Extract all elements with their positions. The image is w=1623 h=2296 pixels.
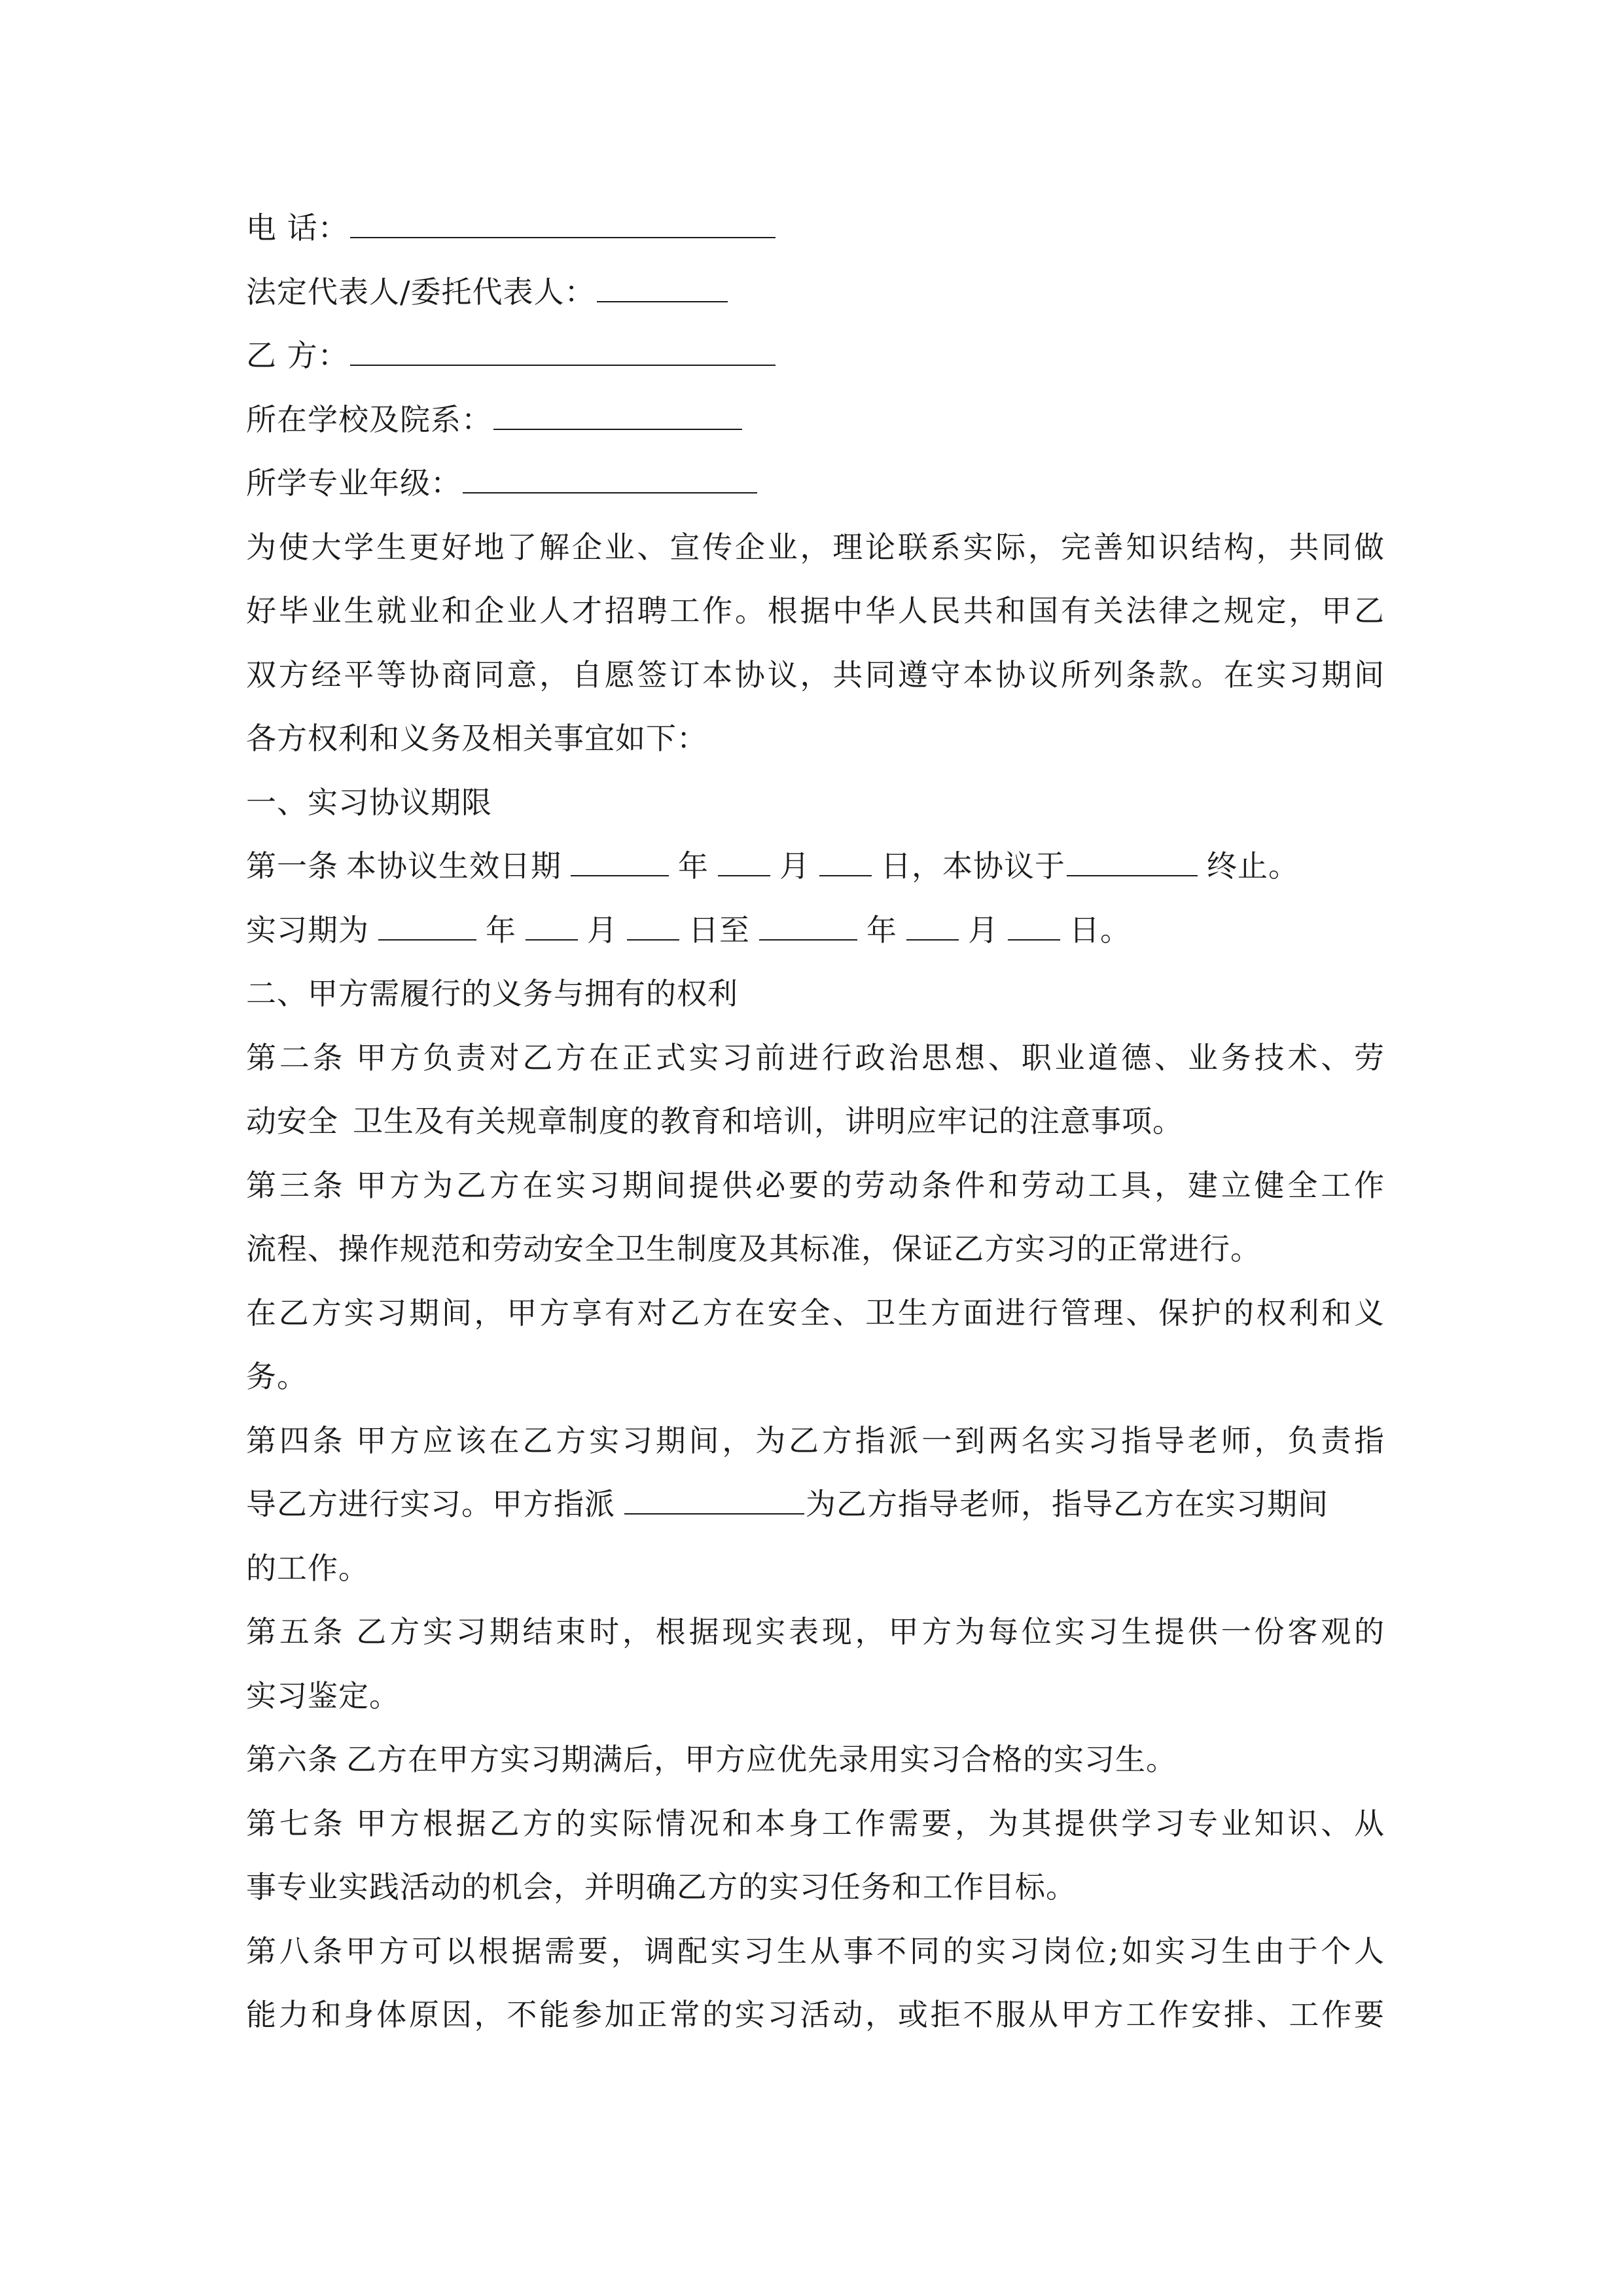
agreement-page [246,196,1385,2047]
party-b-blank[interactable] [350,333,776,366]
article-3-prefix: 第三条 [246,1167,346,1203]
start-month-blank[interactable] [718,844,770,876]
article-4-prefix: 第四条 [246,1422,346,1458]
article-8-line: 第八条甲方可以根据需要，调配实习生从事不同的实习岗位;如实习生由于个人 [246,1933,1385,1969]
period-label: 实习期为 [246,912,369,948]
article-4-line: 的工作。 [246,1550,369,1586]
section-1-heading: 一、实习协议期限 [246,784,492,820]
article-7-text: 甲方根据乙方的实际情况和本身工作需要，为其提供学习专业知识、从 [353,1805,1385,1841]
article-4-line [246,1473,1385,1537]
period-start-day-blank[interactable] [627,908,679,941]
period-end-month-blank[interactable] [906,908,959,941]
article-7-line: 事专业实践活动的机会，并明确乙方的实习任务和工作目标。 [246,1869,1077,1905]
article-8-line: 能力和身体原因，不能参加正常的实习活动，或拒不服从甲方工作安排、工作要 [246,1997,1385,2032]
intro-line: 为使大学生更好地了解企业、宣传企业，理论联系实际，完善知识结构，共同做 [246,529,1385,565]
period-start-year-blank[interactable] [378,908,476,941]
article-2-line [246,1090,1385,1154]
month-label: 月 [779,848,810,884]
legal-rep-blank[interactable] [597,270,728,302]
article-2-text: 甲方负责对乙方在正式实习前进行政治思想、职业道德、业务技术、劳 [353,1039,1385,1075]
article-5-text: 乙方实习期结束时，根据现实表现，甲方为每位实习生提供一份客观的 [353,1614,1385,1649]
article-4-text: 为乙方指导老师，指导乙方在实习期间 [806,1486,1329,1522]
article-4-line [246,1409,1385,1473]
article-5-prefix: 第五条 [246,1614,346,1649]
phone-blank[interactable] [350,206,776,238]
article-1-text: 本协议生效日期 [346,848,562,884]
article-6-text: 乙方在甲方实习期满后，甲方应优先录用实习合格的实习生。 [346,1742,1177,1777]
legal-rep-label: 法定代表人/委托代表人： [246,274,596,310]
article-5-line [246,1600,1385,1664]
article-1-row [246,834,1385,899]
article-6-prefix: 第六条 [246,1742,338,1777]
party-b-label: 乙 方： [246,338,349,373]
article-1-prefix: 第一条 [246,848,338,884]
start-day-blank[interactable] [819,844,872,876]
article-4-text: 导乙方进行实习。甲方指派 [246,1486,615,1522]
internship-period-row [246,899,1385,963]
article-7-prefix: 第七条 [246,1805,346,1841]
intro-line: 双方经平等协商同意，自愿签订本协议，共同遵守本协议所列条款。在实习期间 [246,656,1385,692]
article-2-line [246,1026,1385,1090]
article-2-text: 卫生及有关规章制度的教育和培训，讲明应牢记的注意事项。 [353,1103,1183,1139]
article-3-text: 甲方为乙方在实习期间提供必要的劳动条件和劳动工具，建立健全工作 [353,1167,1385,1203]
section-2-heading: 二、甲方需履行的义务与拥有的权利 [246,976,738,1011]
article-3-line [246,1154,1385,1218]
party-b-field-row [246,324,1385,388]
intro-line: 各方权利和义务及相关事宜如下： [246,721,707,756]
article-3-line: 流程、操作规范和劳动安全卫生制度及其标准，保证乙方实习的正常进行。 [246,1231,1261,1266]
article-3-line: 务。 [246,1359,308,1394]
phone-field-row [246,196,1385,260]
start-year-blank[interactable] [571,844,669,876]
period-start-month-blank[interactable] [526,908,578,941]
article-7-line [246,1792,1385,1856]
terminate-label: 终止。 [1207,848,1299,884]
article-2-text: 动安全 [246,1103,338,1139]
major-label: 所学专业年级： [246,465,461,501]
day-end-label: 日。 [1069,912,1131,948]
article-3-line: 在乙方实习期间，甲方享有对乙方在安全、卫生方面进行管理、保护的权利和义 [246,1295,1385,1331]
article-2-prefix: 第二条 [246,1039,346,1075]
intro-line: 好毕业生就业和企业人才招聘工作。根据中华人民共和国有关法律之规定，甲乙 [246,593,1385,628]
month-label: 月 [587,912,618,948]
day-comma-label: 日，本协议于 [881,848,1065,884]
school-label: 所在学校及院系： [246,401,492,437]
year-label: 年 [486,912,516,948]
instructor-name-blank[interactable] [624,1482,804,1515]
school-blank[interactable] [493,397,742,430]
major-field-row [246,452,1385,516]
article-6-line [246,1728,1385,1792]
major-blank[interactable] [463,461,757,493]
phone-label: 电 话： [246,210,349,245]
year-label: 年 [678,848,709,884]
period-end-day-blank[interactable] [1008,908,1060,941]
school-field-row [246,388,1385,452]
day-to-label: 日至 [688,912,750,948]
month-label: 月 [968,912,999,948]
period-end-year-blank[interactable] [759,908,857,941]
legal-rep-field-row [246,260,1385,325]
year-label: 年 [866,912,897,948]
end-date-blank[interactable] [1067,844,1198,876]
article-5-line: 实习鉴定。 [246,1677,400,1713]
article-4-text: 甲方应该在乙方实习期间，为乙方指派一到两名实习指导老师，负责指 [353,1422,1385,1458]
